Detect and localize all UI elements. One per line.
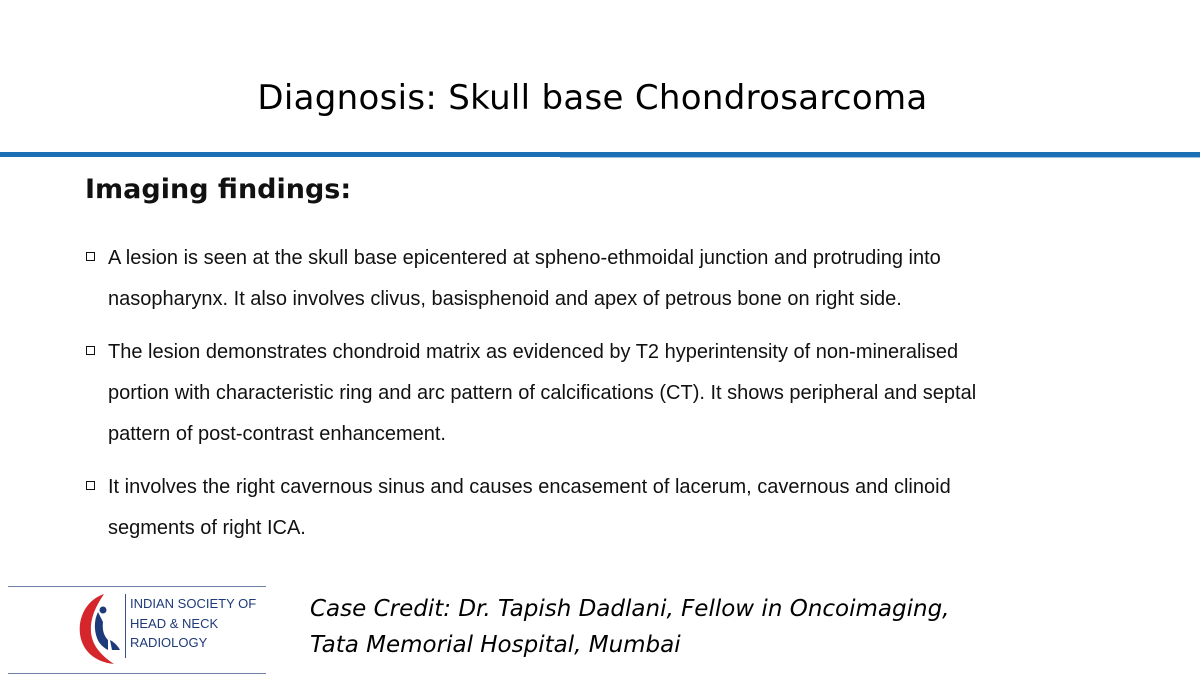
bullet-line: It involves the right cavernous sinus and causes encasement of lacerum, cavernous and clinoid (108, 476, 951, 498)
slide-title: Diagnosis: Skull base Chondrosarcoma (257, 78, 928, 118)
logo-line: HEAD & NECK (130, 615, 219, 631)
list-item (86, 238, 1126, 320)
case-credit (310, 591, 949, 663)
list-item (86, 467, 1126, 549)
logo-text (130, 594, 256, 653)
logo-bottom-rule (8, 673, 266, 674)
bullet-line: segments of right ICA. (108, 517, 306, 539)
bullet-line: The lesion demonstrates chondroid matrix as evidenced by T2 hyperintensity of non-mineralised (108, 341, 959, 363)
logo-divider (125, 594, 126, 658)
logo-line: INDIAN SOCIETY OF (130, 596, 257, 611)
square-bullet-icon (86, 252, 95, 261)
bullet-line: A lesion is seen at the skull base epicentered at spheno-ethmoidal junction and protruding into (108, 247, 941, 269)
logo-top-rule (8, 586, 266, 587)
credit-line: Tata Memorial Hospital, Mumbai (310, 632, 681, 658)
square-bullet-icon (86, 346, 95, 355)
credit-line: Case Credit: Dr. Tapish Dadlani, Fellow in Oncoimaging, (310, 596, 950, 622)
isnhr-logo-icon (74, 590, 122, 668)
logo-line: RADIOLOGY (130, 635, 208, 650)
bullet-line: pattern of post-contrast enhancement. (108, 423, 446, 445)
title-divider-accent (560, 157, 1200, 158)
list-item (86, 332, 1126, 455)
square-bullet-icon (86, 481, 95, 490)
findings-list (86, 238, 1126, 561)
bullet-line: nasopharynx. It also involves clivus, basisphenoid and apex of petrous bone on right side. (108, 288, 902, 310)
bullet-line: portion with characteristic ring and arc pattern of calcifications (CT). It shows peripheral and septal (108, 382, 977, 404)
section-heading: Imaging findings: (85, 174, 352, 205)
